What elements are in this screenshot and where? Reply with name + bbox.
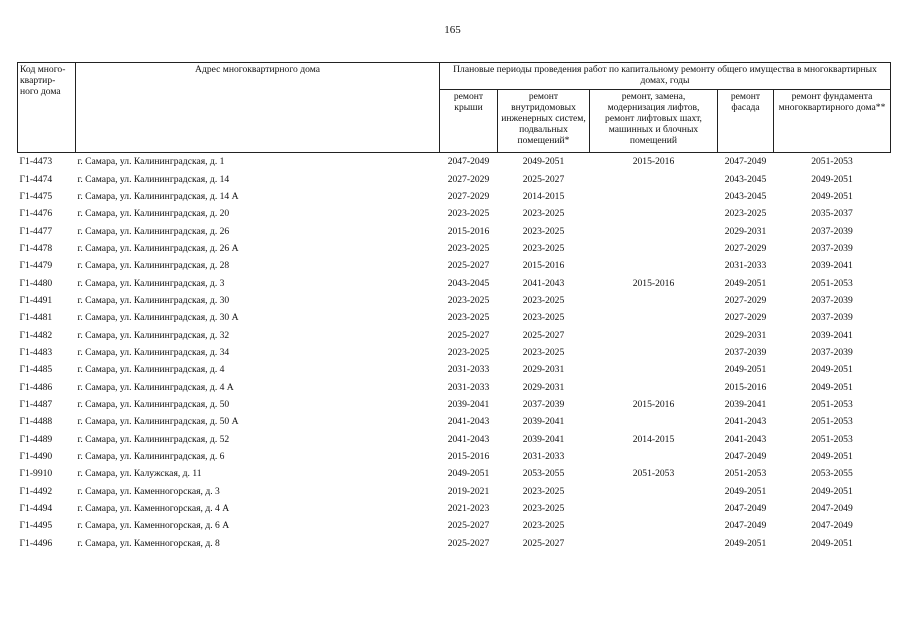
cell-code: Г1-4483 [19, 346, 53, 358]
cell-foundation: 2039-2041 [811, 329, 853, 341]
cell-foundation: 2037-2039 [811, 225, 853, 237]
cell-facade: 2027-2029 [724, 312, 767, 324]
table-row [18, 535, 891, 552]
cell-roof: 2025-2027 [447, 537, 490, 549]
cell-systems: 2031-2033 [522, 451, 565, 463]
cell-elevators [590, 188, 718, 205]
cell-systems: 2023-2025 [522, 346, 565, 358]
cell-address: г. Самара, ул. Калининградская, д. 26 [77, 225, 230, 237]
header-roof: ремонт крыши [440, 90, 498, 153]
cell-foundation: 2047-2049 [811, 520, 853, 532]
cell-systems: 2037-2039 [522, 398, 565, 410]
cell-foundation: 2049-2051 [811, 190, 853, 202]
cell-foundation: 2049-2051 [811, 381, 853, 393]
cell-elevators [590, 535, 718, 552]
cell-roof: 2025-2027 [447, 329, 490, 341]
cell-elevators: 2051-2053 [632, 468, 675, 480]
table-row [18, 153, 891, 171]
cell-foundation: 2047-2049 [811, 503, 853, 515]
cell-address: г. Самара, ул. Калининградская, д. 1 [76, 153, 440, 171]
cell-facade: 2041-2043 [724, 433, 767, 445]
cell-code: Г1-4475 [19, 190, 53, 202]
cell-foundation: 2051-2053 [811, 416, 853, 428]
cell-foundation: 2049-2051 [811, 451, 853, 463]
cell-roof: 2023-2025 [447, 294, 490, 306]
cell-facade: 2051-2053 [724, 468, 767, 480]
cell-roof: 2043-2045 [447, 277, 490, 289]
cell-facade: 2041-2043 [724, 416, 767, 428]
cell-facade: 2049-2051 [724, 485, 767, 497]
cell-address: г. Самара, ул. Калининградская, д. 50 [77, 398, 230, 410]
cell-foundation: 2051-2053 [811, 433, 853, 445]
cell-roof: 2041-2043 [447, 433, 490, 445]
cell-facade: 2027-2029 [724, 294, 767, 306]
cell-elevators [590, 500, 718, 517]
cell-roof: 2025-2027 [447, 520, 490, 532]
cell-roof: 2027-2029 [447, 190, 490, 202]
table-row [18, 448, 891, 465]
cell-facade: 2029-2031 [724, 225, 767, 237]
cell-systems: 2023-2025 [522, 520, 565, 532]
cell-elevators [590, 483, 718, 500]
cell-elevators [590, 326, 718, 343]
cell-roof: 2023-2025 [447, 242, 490, 254]
cell-address: г. Самара, ул. Калининградская, д. 50 А [77, 416, 239, 428]
cell-address: г. Самара, ул. Калининградская, д. 52 [77, 433, 230, 445]
cell-foundation: 2049-2051 [811, 485, 853, 497]
cell-systems: 2023-2025 [522, 208, 565, 220]
cell-address: г. Самара, ул. Каменногорская, д. 8 [77, 537, 220, 549]
cell-facade: 2047-2049 [724, 503, 767, 515]
cell-foundation: 2051-2053 [811, 277, 853, 289]
cell-code: Г1-4487 [19, 398, 53, 410]
table-row [18, 396, 891, 413]
table-body [18, 153, 891, 552]
cell-code: Г1-4476 [19, 208, 53, 220]
cell-code: Г1-4473 [18, 153, 76, 171]
page-number: 165 [444, 24, 461, 36]
cell-address: г. Самара, ул. Калининградская, д. 4 [77, 364, 225, 376]
cell-foundation: 2049-2051 [811, 364, 853, 376]
header-periods-group: Плановые периоды проведения работ по капитальному ремонту общего имущества в многоквартирных домах, годы [440, 63, 891, 90]
table-row [18, 431, 891, 448]
cell-address: г. Самара, ул. Калининградская, д. 32 [77, 329, 230, 341]
table-row [18, 292, 891, 309]
cell-facade: 2023-2025 [724, 208, 767, 220]
cell-systems: 2039-2041 [522, 416, 565, 428]
cell-systems: 2041-2043 [522, 277, 565, 289]
cell-elevators [590, 378, 718, 395]
cell-systems: 2023-2025 [522, 503, 565, 515]
cell-roof: 2031-2033 [447, 364, 490, 376]
cell-address: г. Самара, ул. Калининградская, д. 4 А [77, 381, 234, 393]
cell-elevators [590, 517, 718, 534]
cell-code: Г1-4486 [19, 381, 53, 393]
cell-systems: 2025-2027 [522, 173, 565, 185]
cell-code: Г1-4496 [19, 537, 53, 549]
cell-roof: 2041-2043 [447, 416, 490, 428]
table-row [18, 188, 891, 205]
cell-address: г. Самара, ул. Калининградская, д. 26 А [77, 242, 239, 254]
cell-elevators [590, 240, 718, 257]
cell-roof: 2047-2049 [440, 153, 498, 171]
cell-roof: 2031-2033 [447, 381, 490, 393]
cell-facade: 2015-2016 [724, 381, 767, 393]
cell-elevators [590, 292, 718, 309]
cell-roof: 2023-2025 [447, 208, 490, 220]
cell-code: Г1-4492 [19, 485, 53, 497]
cell-foundation: 2037-2039 [811, 294, 853, 306]
cell-elevators [590, 205, 718, 222]
table-row [18, 222, 891, 239]
cell-code: Г1-9910 [19, 468, 53, 480]
cell-facade: 2039-2041 [724, 398, 767, 410]
cell-systems: 2039-2041 [522, 433, 565, 445]
cell-address: г. Самара, ул. Калининградская, д. 30 А [77, 312, 239, 324]
cell-code: Г1-4494 [19, 503, 53, 515]
cell-elevators: 2014-2015 [632, 433, 675, 445]
cell-facade: 2047-2049 [724, 451, 767, 463]
header-code: Код много-квартир-ного дома [18, 63, 76, 153]
table-row [18, 483, 891, 500]
table-row [18, 413, 891, 430]
cell-systems: 2029-2031 [522, 364, 565, 376]
cell-code: Г1-4478 [19, 242, 53, 254]
header-elevators: ремонт, замена, модернизация лифтов, ремонт лифтовых шахт, машинных и блочных помещений [590, 90, 718, 153]
table-row [18, 500, 891, 517]
table-row [18, 274, 891, 291]
cell-elevators [590, 344, 718, 361]
cell-roof: 2015-2016 [447, 225, 490, 237]
cell-facade: 2049-2051 [724, 364, 767, 376]
cell-code: Г1-4479 [19, 260, 53, 272]
cell-elevators: 2015-2016 [632, 277, 675, 289]
cell-roof: 2025-2027 [447, 260, 490, 272]
table-row [18, 326, 891, 343]
cell-elevators [590, 413, 718, 430]
cell-address: г. Самара, ул. Калининградская, д. 6 [77, 451, 225, 463]
cell-systems: 2023-2025 [522, 225, 565, 237]
cell-address: г. Самара, ул. Калининградская, д. 3 [77, 277, 225, 289]
header-facade: ремонт фасада [718, 90, 774, 153]
cell-systems: 2023-2025 [522, 312, 565, 324]
cell-address: г. Самара, ул. Калужская, д. 11 [77, 468, 202, 480]
cell-elevators [590, 257, 718, 274]
cell-elevators [590, 309, 718, 326]
cell-address: г. Самара, ул. Калининградская, д. 14 А [77, 190, 239, 202]
cell-roof: 2019-2021 [447, 485, 490, 497]
header-systems: ремонт внутридомовых инженерных систем, подвальных помещений* [498, 90, 590, 153]
cell-facade: 2043-2045 [724, 173, 767, 185]
cell-foundation: 2051-2053 [774, 153, 891, 171]
table-row [18, 205, 891, 222]
table-row [18, 344, 891, 361]
cell-foundation: 2051-2053 [811, 398, 853, 410]
cell-code: Г1-4485 [19, 364, 53, 376]
cell-code: Г1-4488 [19, 416, 53, 428]
cell-roof: 2049-2051 [447, 468, 490, 480]
cell-systems: 2015-2016 [522, 260, 565, 272]
cell-roof: 2027-2029 [447, 173, 490, 185]
table-row [18, 378, 891, 395]
cell-code: Г1-4490 [19, 451, 53, 463]
cell-roof: 2021-2023 [447, 503, 490, 515]
cell-code: Г1-4480 [19, 277, 53, 289]
cell-elevators [590, 222, 718, 239]
cell-address: г. Самара, ул. Калининградская, д. 28 [77, 260, 230, 272]
cell-systems: 2025-2027 [522, 329, 565, 341]
header-foundation: ремонт фундамента многоквартирного дома** [774, 90, 891, 153]
cell-code: Г1-4474 [19, 173, 53, 185]
cell-address: г. Самара, ул. Калининградская, д. 20 [77, 208, 230, 220]
cell-foundation: 2037-2039 [811, 346, 853, 358]
cell-foundation: 2049-2051 [811, 537, 853, 549]
table-row [18, 170, 891, 187]
cell-foundation: 2035-2037 [811, 208, 853, 220]
cell-address: г. Самара, ул. Калининградская, д. 14 [77, 173, 230, 185]
cell-foundation: 2049-2051 [811, 173, 853, 185]
table-row [18, 257, 891, 274]
cell-roof: 2023-2025 [447, 346, 490, 358]
cell-systems: 2014-2015 [522, 190, 565, 202]
table-row [18, 361, 891, 378]
cell-roof: 2015-2016 [447, 451, 490, 463]
table-row [18, 517, 891, 534]
table-row [18, 465, 891, 482]
cell-code: Г1-4477 [19, 225, 53, 237]
cell-address: г. Самара, ул. Каменногорская, д. 6 А [77, 520, 230, 532]
cell-address: г. Самара, ул. Калининградская, д. 34 [77, 346, 230, 358]
cell-code: Г1-4489 [19, 433, 53, 445]
cell-facade: 2049-2051 [724, 537, 767, 549]
cell-code: Г1-4482 [19, 329, 53, 341]
cell-elevators [590, 448, 718, 465]
cell-systems: 2023-2025 [522, 242, 565, 254]
cell-address: г. Самара, ул. Каменногорская, д. 4 А [77, 503, 230, 515]
cell-facade: 2027-2029 [724, 242, 767, 254]
cell-elevators [590, 170, 718, 187]
cell-foundation: 2037-2039 [811, 242, 853, 254]
cell-roof: 2039-2041 [447, 398, 490, 410]
cell-facade: 2029-2031 [724, 329, 767, 341]
cell-address: г. Самара, ул. Калининградская, д. 30 [77, 294, 230, 306]
cell-systems: 2023-2025 [522, 294, 565, 306]
cell-facade: 2047-2049 [718, 153, 774, 171]
cell-systems: 2029-2031 [522, 381, 565, 393]
cell-facade: 2037-2039 [724, 346, 767, 358]
cell-facade: 2031-2033 [724, 260, 767, 272]
cell-facade: 2047-2049 [724, 520, 767, 532]
cell-systems: 2053-2055 [522, 468, 565, 480]
cell-systems: 2023-2025 [522, 485, 565, 497]
cell-facade: 2049-2051 [724, 277, 767, 289]
cell-address: г. Самара, ул. Каменногорская, д. 3 [77, 485, 220, 497]
cell-elevators: 2015-2016 [590, 153, 718, 171]
header-address: Адрес многоквартирного дома [76, 63, 440, 153]
cell-code: Г1-4491 [19, 294, 53, 306]
cell-systems: 2049-2051 [498, 153, 590, 171]
cell-code: Г1-4481 [19, 312, 53, 324]
table-row [18, 309, 891, 326]
repair-schedule-table [17, 62, 891, 552]
cell-foundation: 2053-2055 [811, 468, 853, 480]
cell-facade: 2043-2045 [724, 190, 767, 202]
cell-systems: 2025-2027 [522, 537, 565, 549]
cell-elevators [590, 361, 718, 378]
cell-elevators: 2015-2016 [632, 398, 675, 410]
cell-foundation: 2039-2041 [811, 260, 853, 272]
cell-code: Г1-4495 [19, 520, 53, 532]
table-row [18, 240, 891, 257]
cell-foundation: 2037-2039 [811, 312, 853, 324]
cell-roof: 2023-2025 [447, 312, 490, 324]
